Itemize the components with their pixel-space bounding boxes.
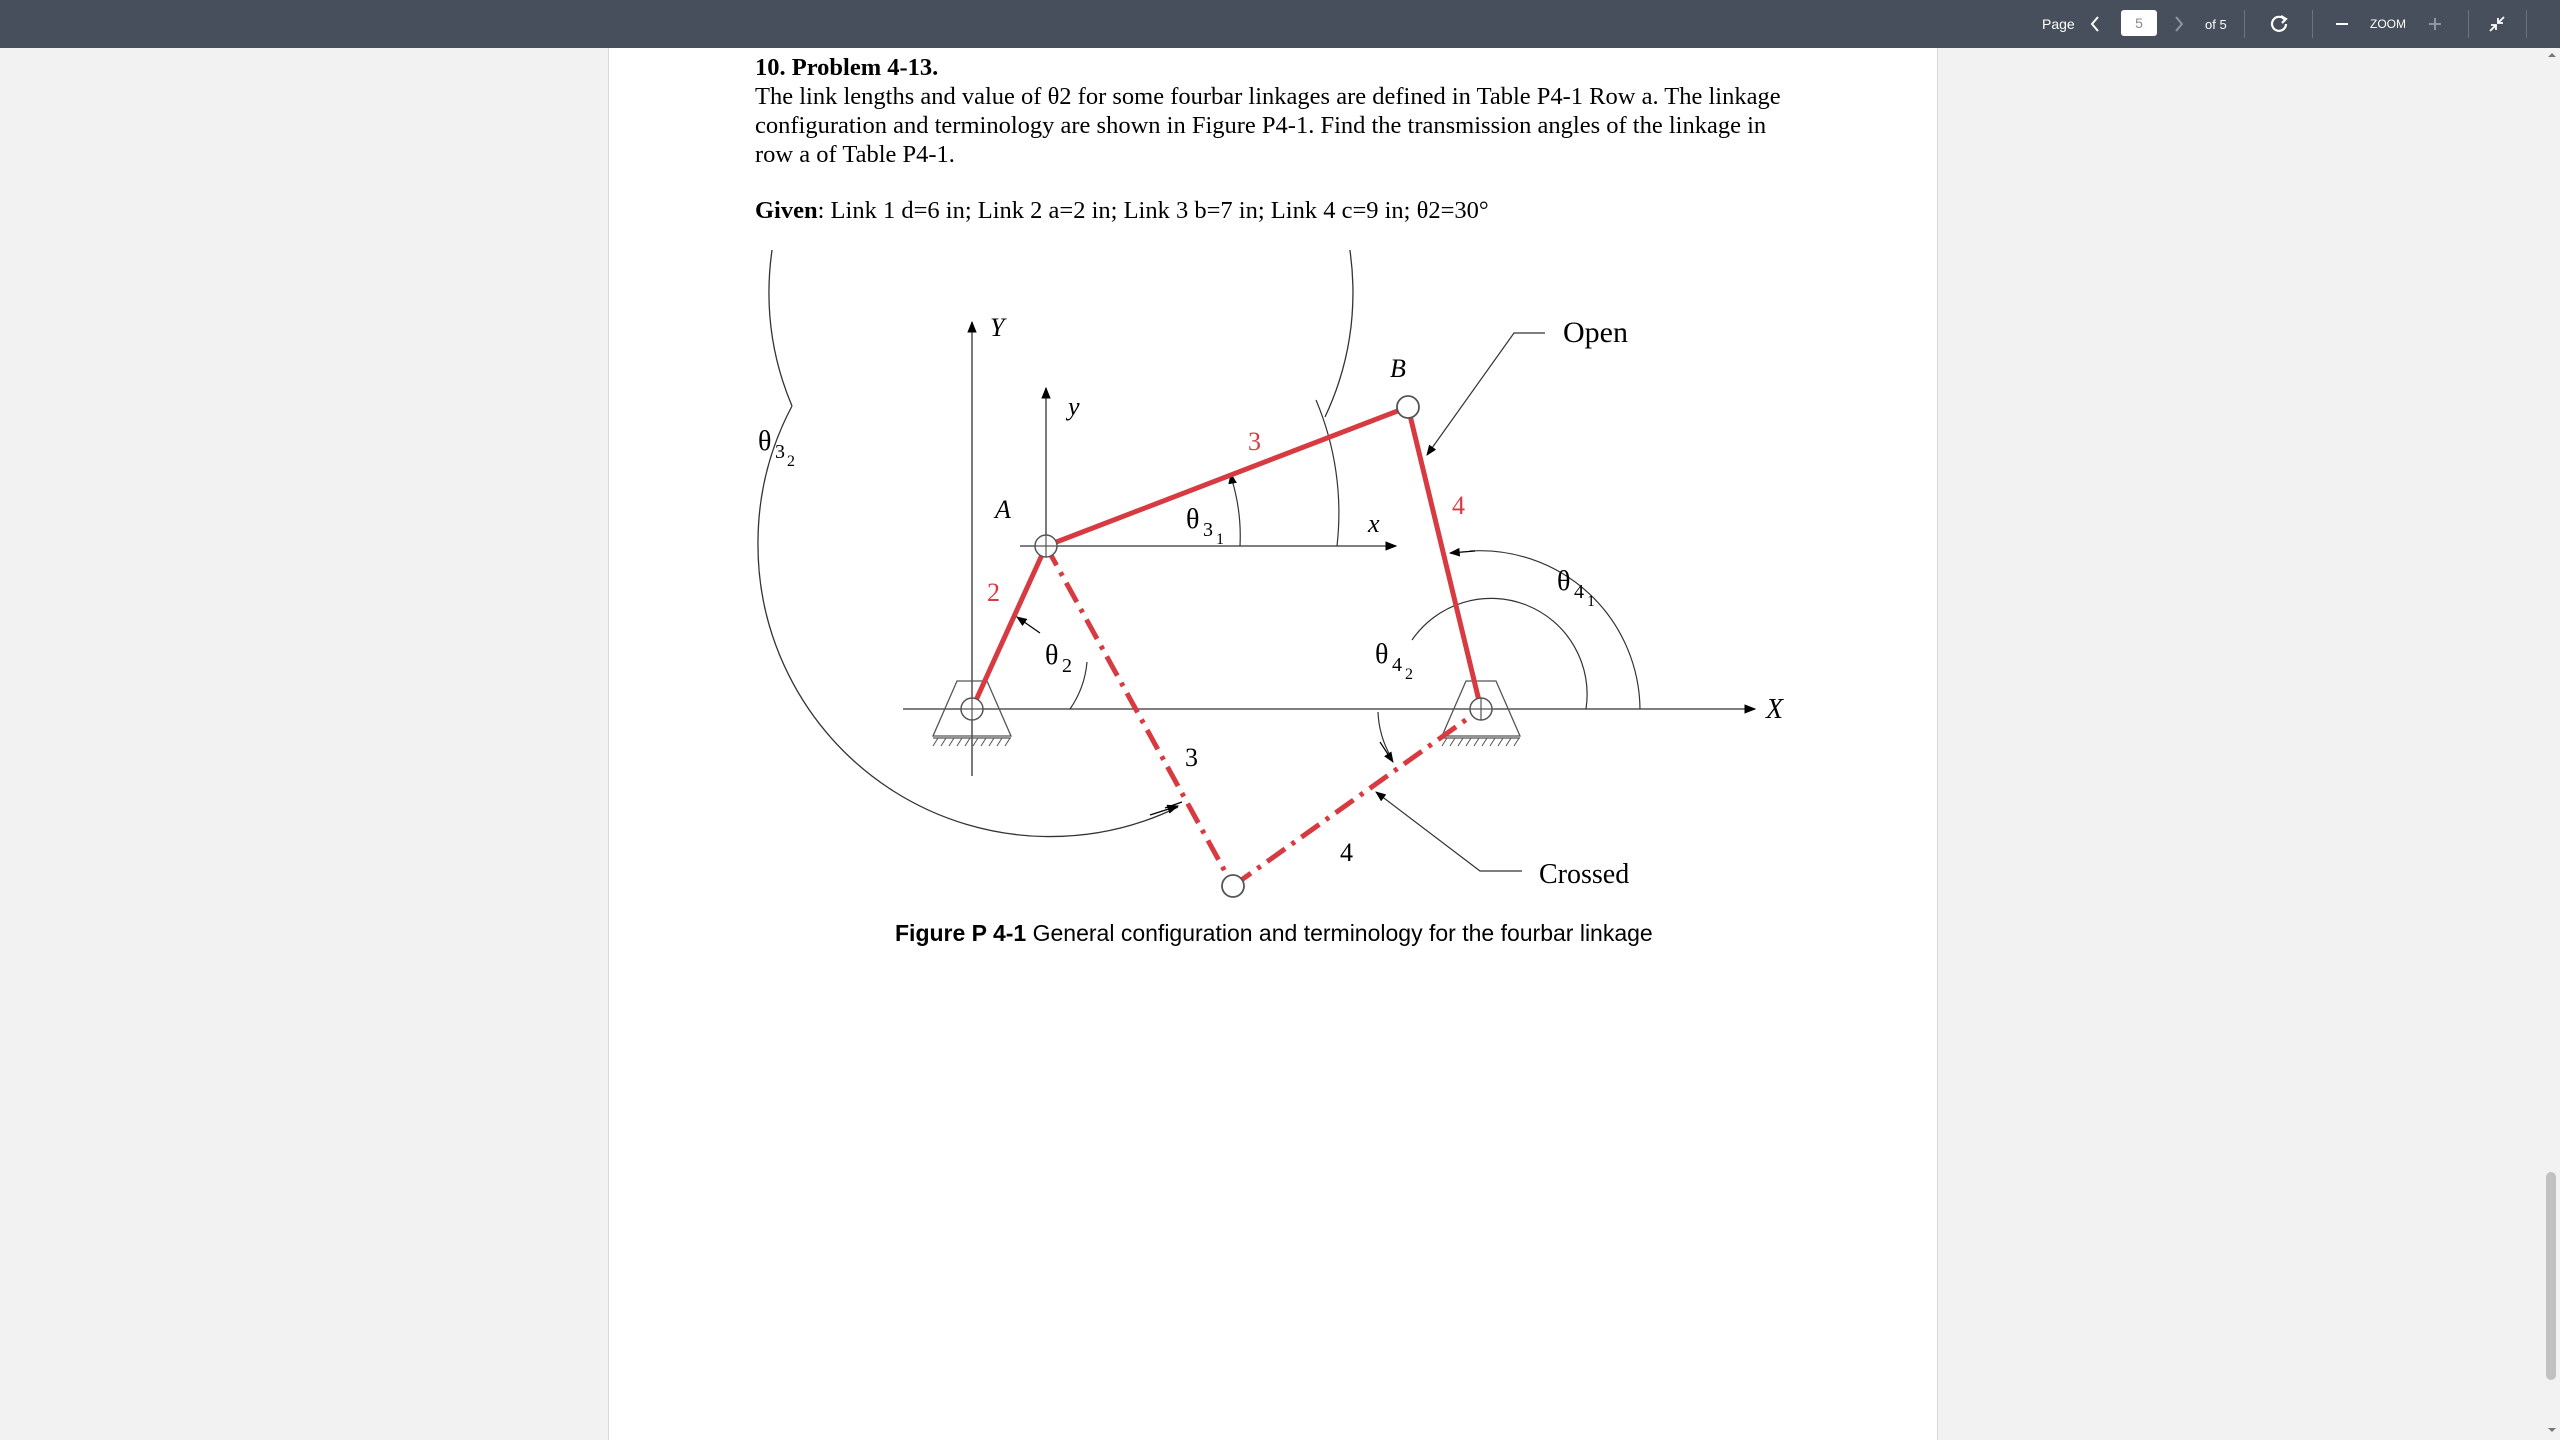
label-theta41: [1557, 566, 1595, 610]
scroll-down-icon[interactable]: [2546, 1425, 2558, 1435]
label-theta32: [758, 426, 795, 470]
svg-text:1: 1: [1216, 531, 1224, 548]
link3-open: [1046, 407, 1408, 546]
joint-O2: [961, 698, 983, 720]
label-theta31: [1186, 504, 1224, 548]
svg-text:θ: θ: [1186, 504, 1200, 535]
theta32-arc-lower: [758, 406, 1178, 837]
scrollbar-thumb[interactable]: [2546, 1172, 2556, 1380]
joint-O4: [1470, 698, 1492, 720]
joint-B-open: [1397, 396, 1419, 418]
divider: [2312, 10, 2313, 38]
link4-open: [1408, 407, 1481, 709]
theta-link4-arc: [1412, 598, 1587, 709]
label-Y: Y: [990, 313, 1005, 342]
divider: [2526, 10, 2527, 38]
svg-text:3: 3: [775, 441, 785, 463]
label-link4-crossed: 4: [1340, 838, 1353, 867]
label-X: X: [1766, 694, 1784, 725]
theta32-upper-arc: [1316, 400, 1339, 546]
svg-text:2: 2: [1405, 666, 1413, 683]
divider: [2244, 10, 2245, 38]
label-B: B: [1390, 354, 1406, 383]
svg-text:θ: θ: [1375, 639, 1389, 670]
divider: [2468, 10, 2469, 38]
label-link3-open: 3: [1248, 427, 1261, 456]
label-theta2: [1045, 640, 1072, 677]
svg-text:4: 4: [1574, 581, 1584, 603]
link4-crossed: [1233, 709, 1481, 886]
theta2-arc: [1070, 662, 1087, 709]
label-crossed: Crossed: [1539, 859, 1630, 890]
label-y-local: y: [1068, 392, 1080, 421]
zoom-in-icon[interactable]: [2427, 16, 2443, 32]
previous-page-icon[interactable]: [2088, 14, 2102, 34]
svg-text:2: 2: [1062, 655, 1072, 677]
figure-caption: [895, 920, 1653, 947]
joint-B-crossed: [1222, 875, 1244, 897]
figure-caption-text: General configuration and terminology for the fourbar linkage: [1026, 920, 1653, 946]
zoom-label: ZOOM: [2370, 17, 2406, 31]
scroll-up-icon[interactable]: [2546, 50, 2558, 60]
given-values: : Link 1 d=6 in; Link 2 a=2 in; Link 3 b=7 in; Link 4 c=9 in; θ2=30°: [817, 197, 1489, 224]
svg-text:1: 1: [1587, 593, 1595, 610]
next-page-icon[interactable]: [2172, 14, 2186, 34]
joint-A: [1035, 535, 1057, 557]
page-total: of 5: [2205, 16, 2227, 32]
label-A: A: [995, 495, 1011, 524]
problem-statement: The link lengths and value of θ2 for some fourbar linkages are defined in Table P4-1 Row a. The linkage configuration and terminology are shown in Figure P4-1. Find the transmission angles of the linkage in row a of Table P4-1.: [755, 83, 1781, 168]
svg-text:4: 4: [1392, 654, 1402, 676]
svg-text:θ: θ: [758, 426, 772, 457]
theta42-arc: [1378, 712, 1391, 757]
label-link2: 2: [987, 578, 1000, 607]
problem-title: 10. Problem 4-13.: [755, 54, 939, 81]
theta32-arc: [769, 250, 1353, 417]
theta41-arc: [1470, 551, 1640, 709]
given-line: [755, 197, 1489, 225]
svg-text:2: 2: [787, 453, 795, 470]
crossed-callout: [1376, 792, 1522, 871]
label-x-local: x: [1368, 509, 1380, 538]
page-label: Page: [2042, 16, 2075, 32]
problem-text: [755, 53, 1805, 169]
label-open: Open: [1563, 316, 1628, 349]
theta42-arrowhead: [1380, 742, 1393, 762]
fourbar-linkage-figure: [740, 250, 1820, 910]
svg-text:θ: θ: [1045, 640, 1059, 671]
svg-text:3: 3: [1203, 519, 1213, 541]
page-number-input[interactable]: [2121, 10, 2157, 36]
label-link4-open: 4: [1452, 491, 1465, 520]
rotate-icon[interactable]: [2268, 13, 2290, 35]
zoom-out-icon[interactable]: [2334, 16, 2350, 32]
theta41-arrowhead: [1450, 551, 1475, 553]
label-theta42: [1375, 639, 1413, 683]
pdf-toolbar: [0, 0, 2560, 48]
open-callout: [1427, 333, 1545, 455]
theta31-arc: [1232, 480, 1240, 546]
label-link3-crossed: 3: [1185, 743, 1198, 772]
figure-caption-label: Figure P 4-1: [895, 920, 1027, 946]
exit-fullscreen-icon[interactable]: [2487, 14, 2507, 34]
svg-text:θ: θ: [1557, 566, 1571, 597]
given-label: Given: [755, 197, 818, 224]
theta2-arrow: [1017, 617, 1040, 633]
link2: [972, 546, 1046, 709]
